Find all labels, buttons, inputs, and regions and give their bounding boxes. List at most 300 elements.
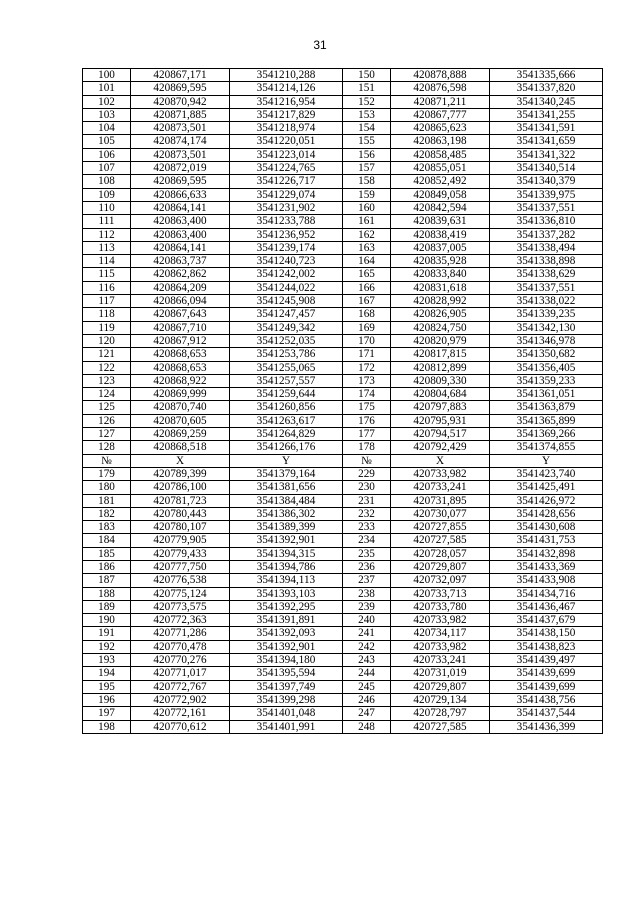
table-cell: 109 (83, 188, 131, 201)
table-cell: 3541255,065 (230, 361, 343, 374)
table-cell: 420867,912 (131, 334, 230, 347)
table-cell: 3541439,699 (490, 680, 603, 693)
table-cell: 186 (83, 560, 131, 573)
table-row (83, 441, 603, 454)
table-header-row (83, 454, 603, 467)
table-cell: 3541341,591 (490, 122, 603, 135)
table-cell: 3541401,048 (230, 707, 343, 720)
table-cell: 158 (343, 175, 391, 188)
table-cell: 3541229,074 (230, 188, 343, 201)
table-cell: 3541341,322 (490, 148, 603, 161)
table-cell: 187 (83, 574, 131, 587)
table-cell: 3541394,315 (230, 547, 343, 560)
table-cell: 3541335,666 (490, 69, 603, 82)
table-cell: 241 (343, 627, 391, 640)
table-row (83, 148, 603, 161)
table-cell: 229 (343, 467, 391, 480)
table-cell: 243 (343, 654, 391, 667)
table-cell: 3541361,051 (490, 388, 603, 401)
table-cell: 111 (83, 215, 131, 228)
table-cell: 3541433,369 (490, 560, 603, 573)
coordinates-table (82, 68, 603, 734)
table-cell: 185 (83, 547, 131, 560)
table-cell: 420775,124 (131, 587, 230, 600)
table-cell: 3541223,014 (230, 148, 343, 161)
table-row (83, 600, 603, 613)
table-cell: 420849,058 (391, 188, 490, 201)
table-cell: 3541240,723 (230, 255, 343, 268)
table-cell: 420812,899 (391, 361, 490, 374)
table-row (83, 334, 603, 347)
table-cell: 420786,100 (131, 481, 230, 494)
table-cell: 236 (343, 560, 391, 573)
table-cell: 3541437,679 (490, 614, 603, 627)
table-cell: 420828,992 (391, 295, 490, 308)
table-row (83, 614, 603, 627)
table-cell: 420864,209 (131, 281, 230, 294)
table-cell: 3541392,093 (230, 627, 343, 640)
table-cell: 420733,241 (391, 654, 490, 667)
table-cell: 420731,019 (391, 667, 490, 680)
table-cell: 3541236,952 (230, 228, 343, 241)
table-cell: 234 (343, 534, 391, 547)
table-cell: 173 (343, 374, 391, 387)
table-cell: 233 (343, 521, 391, 534)
table-cell: 420729,807 (391, 560, 490, 573)
table-cell: 3541257,557 (230, 374, 343, 387)
table-cell: 100 (83, 69, 131, 82)
table-cell: 420772,902 (131, 693, 230, 706)
table-cell: 178 (343, 441, 391, 454)
table-cell: X (391, 454, 490, 467)
table-cell: 420869,259 (131, 428, 230, 441)
table-row (83, 521, 603, 534)
table-cell: 3541260,856 (230, 401, 343, 414)
table-row (83, 467, 603, 480)
table-row (83, 388, 603, 401)
table-cell: 420773,575 (131, 600, 230, 613)
table-cell: Y (230, 454, 343, 467)
table-cell: 3541426,972 (490, 494, 603, 507)
table-cell: 156 (343, 148, 391, 161)
table-cell: 174 (343, 388, 391, 401)
table-cell: 171 (343, 348, 391, 361)
table-cell: 420863,737 (131, 255, 230, 268)
table-cell: 3541338,898 (490, 255, 603, 268)
table-cell: 3541438,150 (490, 627, 603, 640)
table-cell: 420727,585 (391, 534, 490, 547)
table-cell: 240 (343, 614, 391, 627)
table-cell: 420728,797 (391, 707, 490, 720)
table-cell: 159 (343, 188, 391, 201)
table-row (83, 587, 603, 600)
table-cell: 420780,107 (131, 521, 230, 534)
table-row (83, 481, 603, 494)
table-row (83, 201, 603, 214)
table-cell: 3541210,288 (230, 69, 343, 82)
table-cell: 3541439,699 (490, 667, 603, 680)
table-cell: 420826,905 (391, 308, 490, 321)
table-cell: 3541356,405 (490, 361, 603, 374)
table-cell: 420734,117 (391, 627, 490, 640)
table-cell: 112 (83, 228, 131, 241)
table-cell: 117 (83, 295, 131, 308)
table-cell: 116 (83, 281, 131, 294)
table-cell: 420730,077 (391, 507, 490, 520)
table-cell: 420772,363 (131, 614, 230, 627)
table-row (83, 693, 603, 706)
table-cell: 3541384,484 (230, 494, 343, 507)
table-cell: 3541381,656 (230, 481, 343, 494)
table-cell: 3541217,829 (230, 108, 343, 121)
table-cell: 420863,198 (391, 135, 490, 148)
table-cell: 160 (343, 201, 391, 214)
table-row (83, 268, 603, 281)
table-cell: 420874,174 (131, 135, 230, 148)
table-cell: 3541252,035 (230, 334, 343, 347)
table-cell: 3541436,399 (490, 720, 603, 733)
table-row (83, 295, 603, 308)
table-row (83, 494, 603, 507)
table-cell: 420770,276 (131, 654, 230, 667)
table-cell: 420809,330 (391, 374, 490, 387)
table-cell: 245 (343, 680, 391, 693)
table-cell: 189 (83, 600, 131, 613)
table-cell: 122 (83, 361, 131, 374)
table-row (83, 560, 603, 573)
table-cell: 420733,982 (391, 640, 490, 653)
table-cell: 106 (83, 148, 131, 161)
table-cell: 3541340,379 (490, 175, 603, 188)
table-cell: 123 (83, 374, 131, 387)
table-cell: 3541339,975 (490, 188, 603, 201)
table-row (83, 308, 603, 321)
table-cell: 420777,750 (131, 560, 230, 573)
table-cell: 3541438,823 (490, 640, 603, 653)
table-cell: 3541439,497 (490, 654, 603, 667)
table-cell: 118 (83, 308, 131, 321)
table-cell: 3541401,991 (230, 720, 343, 733)
table-cell: 3541425,491 (490, 481, 603, 494)
table-cell: 193 (83, 654, 131, 667)
table-cell: 3541245,908 (230, 295, 343, 308)
table-cell: 175 (343, 401, 391, 414)
table-cell: 420837,005 (391, 241, 490, 254)
table-cell: 420772,767 (131, 680, 230, 693)
table-cell: 420869,999 (131, 388, 230, 401)
table-row (83, 162, 603, 175)
table-cell: 3541214,126 (230, 82, 343, 95)
table-cell: 420864,141 (131, 241, 230, 254)
table-cell: 157 (343, 162, 391, 175)
table-cell: 3541253,786 (230, 348, 343, 361)
table-cell: 3541337,551 (490, 281, 603, 294)
table-cell: 3541433,908 (490, 574, 603, 587)
table-cell: 420789,399 (131, 467, 230, 480)
table-cell: 3541264,829 (230, 428, 343, 441)
table-cell: 420772,161 (131, 707, 230, 720)
table-cell: 420733,241 (391, 481, 490, 494)
table-row (83, 348, 603, 361)
table-cell: 420833,840 (391, 268, 490, 281)
table-cell: 3541428,656 (490, 507, 603, 520)
table-cell: 126 (83, 414, 131, 427)
table-cell: 420863,400 (131, 215, 230, 228)
table-cell: 190 (83, 614, 131, 627)
table-cell: 195 (83, 680, 131, 693)
table-cell: 150 (343, 69, 391, 82)
table-row (83, 281, 603, 294)
table-cell: 420729,807 (391, 680, 490, 693)
table-cell: 420868,653 (131, 361, 230, 374)
table-cell: 420820,979 (391, 334, 490, 347)
table-cell: 420872,019 (131, 162, 230, 175)
table-row (83, 547, 603, 560)
table-row (83, 82, 603, 95)
table-cell: 420870,740 (131, 401, 230, 414)
table-cell: 164 (343, 255, 391, 268)
table-cell: 3541336,810 (490, 215, 603, 228)
page-number: 31 (313, 38, 327, 52)
table-cell: 420868,653 (131, 348, 230, 361)
table-row (83, 188, 603, 201)
table-cell: 167 (343, 295, 391, 308)
table-cell: 420869,595 (131, 82, 230, 95)
table-cell: 420731,895 (391, 494, 490, 507)
table-cell: 420868,518 (131, 441, 230, 454)
table-cell: 104 (83, 122, 131, 135)
table-cell: 3541431,753 (490, 534, 603, 547)
table-cell: 3541216,954 (230, 95, 343, 108)
table-cell: 3541432,898 (490, 547, 603, 560)
table-cell: 121 (83, 348, 131, 361)
table-row (83, 95, 603, 108)
table-cell: 3541389,399 (230, 521, 343, 534)
table-cell: 420842,594 (391, 201, 490, 214)
table-cell: 420878,888 (391, 69, 490, 82)
table-cell: 420867,171 (131, 69, 230, 82)
table-cell: 3541337,282 (490, 228, 603, 241)
table-cell: 105 (83, 135, 131, 148)
table-cell: 3541242,002 (230, 268, 343, 281)
table-row (83, 680, 603, 693)
table-cell: 420866,633 (131, 188, 230, 201)
table-cell: 101 (83, 82, 131, 95)
table-cell: 420733,780 (391, 600, 490, 613)
table-cell: 3541340,514 (490, 162, 603, 175)
table-cell: 3541430,608 (490, 521, 603, 534)
table-row (83, 654, 603, 667)
table-cell: 244 (343, 667, 391, 680)
table-cell: 197 (83, 707, 131, 720)
table-cell: 420862,862 (131, 268, 230, 281)
table-cell: 420733,713 (391, 587, 490, 600)
table-cell: 3541397,749 (230, 680, 343, 693)
table-row (83, 108, 603, 121)
table-cell: 119 (83, 321, 131, 334)
table-cell: 3541399,298 (230, 693, 343, 706)
table-cell: 246 (343, 693, 391, 706)
table-cell: 420871,211 (391, 95, 490, 108)
table-cell: 3541379,164 (230, 467, 343, 480)
table-cell: 3541434,716 (490, 587, 603, 600)
coordinates-table-body (83, 69, 603, 734)
table-cell: 420863,400 (131, 228, 230, 241)
table-cell: 420729,134 (391, 693, 490, 706)
table-row (83, 122, 603, 135)
table-cell: 125 (83, 401, 131, 414)
table-cell: 120 (83, 334, 131, 347)
table-cell: 237 (343, 574, 391, 587)
table-cell: 420873,501 (131, 122, 230, 135)
table-cell: 3541392,295 (230, 600, 343, 613)
table-row (83, 374, 603, 387)
table-cell: 179 (83, 467, 131, 480)
table-cell: 247 (343, 707, 391, 720)
table-cell: 231 (343, 494, 391, 507)
table-cell: 3541393,103 (230, 587, 343, 600)
table-cell: 3541339,235 (490, 308, 603, 321)
table-cell: 196 (83, 693, 131, 706)
table-cell: 3541338,494 (490, 241, 603, 254)
table-cell: 3541342,130 (490, 321, 603, 334)
table-cell: 161 (343, 215, 391, 228)
table-cell: 102 (83, 95, 131, 108)
table-cell: 420867,710 (131, 321, 230, 334)
table-row (83, 361, 603, 374)
table-cell: 3541394,113 (230, 574, 343, 587)
table-row (83, 627, 603, 640)
table-cell: 420870,605 (131, 414, 230, 427)
table-cell: 420839,631 (391, 215, 490, 228)
table-cell: 420771,017 (131, 667, 230, 680)
table-cell: 3541423,740 (490, 467, 603, 480)
table-cell: 420864,141 (131, 201, 230, 214)
table-cell: 108 (83, 175, 131, 188)
table-cell: 235 (343, 547, 391, 560)
table-cell: 420867,777 (391, 108, 490, 121)
table-cell: 188 (83, 587, 131, 600)
table-row (83, 175, 603, 188)
table-row (83, 228, 603, 241)
table-cell: 182 (83, 507, 131, 520)
table-cell: 420824,750 (391, 321, 490, 334)
table-cell: 3541266,176 (230, 441, 343, 454)
table-cell: 3541350,682 (490, 348, 603, 361)
table-row (83, 534, 603, 547)
table-cell: 110 (83, 201, 131, 214)
table-cell: 420732,097 (391, 574, 490, 587)
table-cell: 3541220,051 (230, 135, 343, 148)
table-row (83, 69, 603, 82)
table-row (83, 574, 603, 587)
table-cell: 420871,885 (131, 108, 230, 121)
table-cell: 107 (83, 162, 131, 175)
table-row (83, 707, 603, 720)
table-cell: 113 (83, 241, 131, 254)
table-cell: 242 (343, 640, 391, 653)
table-cell: 420727,855 (391, 521, 490, 534)
table-cell: 420795,931 (391, 414, 490, 427)
table-cell: 420835,928 (391, 255, 490, 268)
table-cell: 420794,517 (391, 428, 490, 441)
table-cell: 239 (343, 600, 391, 613)
table-cell: 420779,905 (131, 534, 230, 547)
table-cell: 3541386,302 (230, 507, 343, 520)
table-cell: 153 (343, 108, 391, 121)
table-cell: 420865,623 (391, 122, 490, 135)
table-cell: 3541263,617 (230, 414, 343, 427)
table-cell: 420866,094 (131, 295, 230, 308)
table-cell: 103 (83, 108, 131, 121)
table-cell: 3541436,467 (490, 600, 603, 613)
table-cell: 420771,286 (131, 627, 230, 640)
table-cell: 154 (343, 122, 391, 135)
table-cell: 3541239,174 (230, 241, 343, 254)
table-cell: 162 (343, 228, 391, 241)
table-cell: 194 (83, 667, 131, 680)
table-cell: 3541224,765 (230, 162, 343, 175)
table-cell: 3541341,255 (490, 108, 603, 121)
table-cell: 420817,815 (391, 348, 490, 361)
table-cell: 3541259,644 (230, 388, 343, 401)
table-cell: 3541338,629 (490, 268, 603, 281)
table-row (83, 640, 603, 653)
table-cell: 420868,922 (131, 374, 230, 387)
table-cell: 3541231,902 (230, 201, 343, 214)
table-cell: 151 (343, 82, 391, 95)
table-cell: 420780,443 (131, 507, 230, 520)
table-row (83, 667, 603, 680)
table-row (83, 414, 603, 427)
table-cell: 3541337,551 (490, 201, 603, 214)
table-cell: 420869,595 (131, 175, 230, 188)
table-cell: № (343, 454, 391, 467)
table-row (83, 321, 603, 334)
table-cell: 3541437,544 (490, 707, 603, 720)
table-cell: 420792,429 (391, 441, 490, 454)
table-cell: 127 (83, 428, 131, 441)
table-cell: 166 (343, 281, 391, 294)
table-cell: 3541341,659 (490, 135, 603, 148)
table-cell: 3541218,974 (230, 122, 343, 135)
table-row (83, 401, 603, 414)
table-row (83, 255, 603, 268)
table-cell: Y (490, 454, 603, 467)
table-cell: 184 (83, 534, 131, 547)
table-cell: 155 (343, 135, 391, 148)
table-cell: 420804,684 (391, 388, 490, 401)
table-cell: 3541340,245 (490, 95, 603, 108)
table-row (83, 720, 603, 733)
table-cell: 3541369,266 (490, 428, 603, 441)
table-cell: 152 (343, 95, 391, 108)
table-cell: X (131, 454, 230, 467)
table-cell: 177 (343, 428, 391, 441)
table-cell: 3541338,022 (490, 295, 603, 308)
table-cell: 3541249,342 (230, 321, 343, 334)
table-row (83, 428, 603, 441)
table-cell: 3541394,180 (230, 654, 343, 667)
table-row (83, 135, 603, 148)
table-cell: 198 (83, 720, 131, 733)
table-cell: 3541365,899 (490, 414, 603, 427)
table-cell: 420797,883 (391, 401, 490, 414)
table-cell: 420838,419 (391, 228, 490, 241)
table-cell: 3541392,901 (230, 640, 343, 653)
table-cell: 3541244,022 (230, 281, 343, 294)
table-cell: 420867,643 (131, 308, 230, 321)
